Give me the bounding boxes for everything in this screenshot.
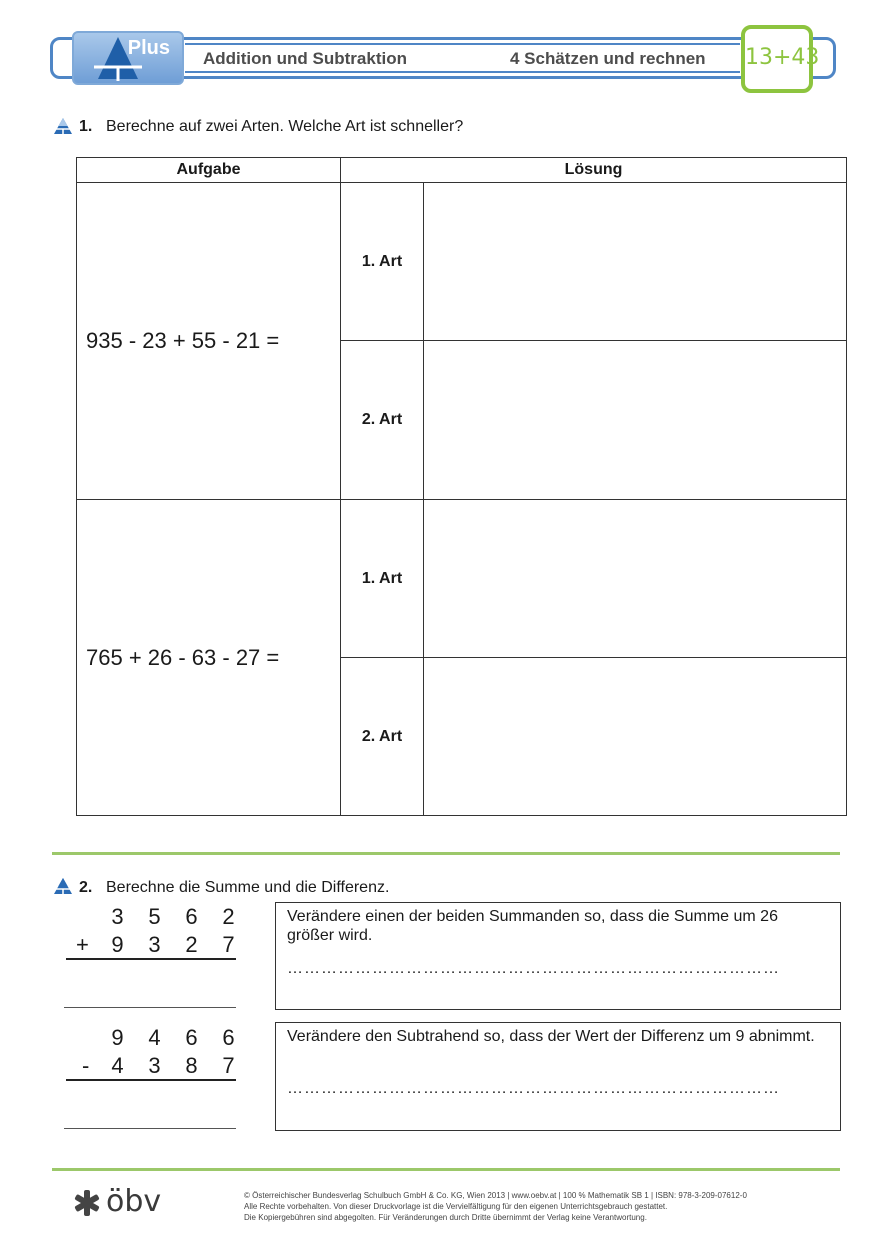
operator: - (82, 1053, 90, 1078)
task-box (275, 1022, 841, 1131)
task-cell: 765 + 26 - 63 - 27 = (77, 500, 341, 816)
publisher-logo-text: öbv (106, 1184, 162, 1219)
level-triangle-icon (53, 117, 73, 135)
digit: 5 (148, 904, 161, 929)
result-rule (66, 958, 236, 960)
fees-line: Die Kopiergebühren sind abgegolten. Für Veränderungen durch Dritte übernimmt der Verlag keine Verantwortung. (244, 1213, 647, 1222)
task-box-text: Verändere den Subtrahend so, dass der Wert der Differenz um 9 abnimmt. (287, 1028, 815, 1045)
digit: 9 (111, 1025, 124, 1050)
obv-logo-icon (72, 1188, 102, 1218)
answer-cell[interactable] (424, 658, 847, 816)
digit: 2 (222, 904, 235, 929)
exercise1-number: 1. (79, 118, 93, 135)
section-divider (52, 852, 840, 855)
logo-text: Plus (127, 37, 170, 59)
way-label: 1. Art (341, 500, 424, 658)
digit: 2 (185, 932, 198, 957)
way-label: 1. Art (341, 183, 424, 341)
exercise1-instruction: Berechne auf zwei Arten. Welche Art ist schneller? (106, 118, 464, 135)
copyright-notice (244, 1190, 844, 1223)
plus-logo (72, 31, 184, 85)
way-label: 2. Art (341, 341, 424, 500)
way-label: 2. Art (341, 658, 424, 816)
header-chapter: 4 Schätzen und rechnen (510, 49, 706, 68)
exercise2-number: 2. (79, 879, 93, 896)
answer-dotted-line[interactable]: …………………………………………………………………………… (287, 960, 780, 977)
digit: 3 (148, 932, 161, 957)
task-box (275, 902, 841, 1010)
answer-line[interactable] (64, 1128, 236, 1129)
level-triangle-icon (53, 877, 73, 895)
answer-line[interactable] (64, 1007, 236, 1008)
task-cell: 935 - 23 + 55 - 21 = (77, 183, 341, 500)
digit: 8 (185, 1053, 198, 1078)
digit: 4 (111, 1053, 124, 1078)
result-rule (66, 1079, 236, 1081)
copyright-line: © Österreichischer Bundesverlag Schulbuch GmbH & Co. KG, Wien 2013 | www.oebv.at | 100 % Mathematik SB 1 | ISBN: 978-3-209-07612-0 (244, 1191, 747, 1200)
digit: 3 (148, 1053, 161, 1078)
digit: 4 (148, 1025, 161, 1050)
task-box-text: Verändere einen der beiden Summanden so, dass die Summe um 26 größer wird. (287, 908, 778, 944)
addend-bottom-row (99, 932, 247, 958)
answer-cell[interactable] (424, 183, 847, 341)
badge-text: 13+43 (745, 45, 820, 70)
answer-cell[interactable] (424, 341, 847, 500)
subtrahend-row (99, 1053, 247, 1079)
digit: 6 (222, 1025, 235, 1050)
col-header-solution: Lösung (341, 158, 847, 183)
header-title: Addition und Subtraktion (203, 49, 407, 68)
digit: 7 (222, 932, 235, 957)
minuend-row (99, 1025, 247, 1051)
answer-dotted-line[interactable]: …………………………………………………………………………… (287, 1080, 780, 1097)
digit: 9 (111, 932, 124, 957)
addend-top-row (99, 904, 247, 930)
digit: 7 (222, 1053, 235, 1078)
col-header-task: Aufgabe (77, 158, 341, 183)
digit: 3 (111, 904, 124, 929)
chapter-badge (741, 25, 820, 93)
solution-table (76, 157, 847, 816)
answer-cell[interactable] (424, 500, 847, 658)
rights-line: Alle Rechte vorbehalten. Von dieser Druckvorlage ist die Vervielfältigung für den eigenen Unterrichtsgebrauch gestattet. (244, 1202, 668, 1211)
digit: 6 (185, 1025, 198, 1050)
footer-divider (52, 1168, 840, 1171)
digit: 6 (185, 904, 198, 929)
exercise2-instruction: Berechne die Summe und die Differenz. (106, 879, 390, 896)
operator: + (76, 932, 89, 957)
